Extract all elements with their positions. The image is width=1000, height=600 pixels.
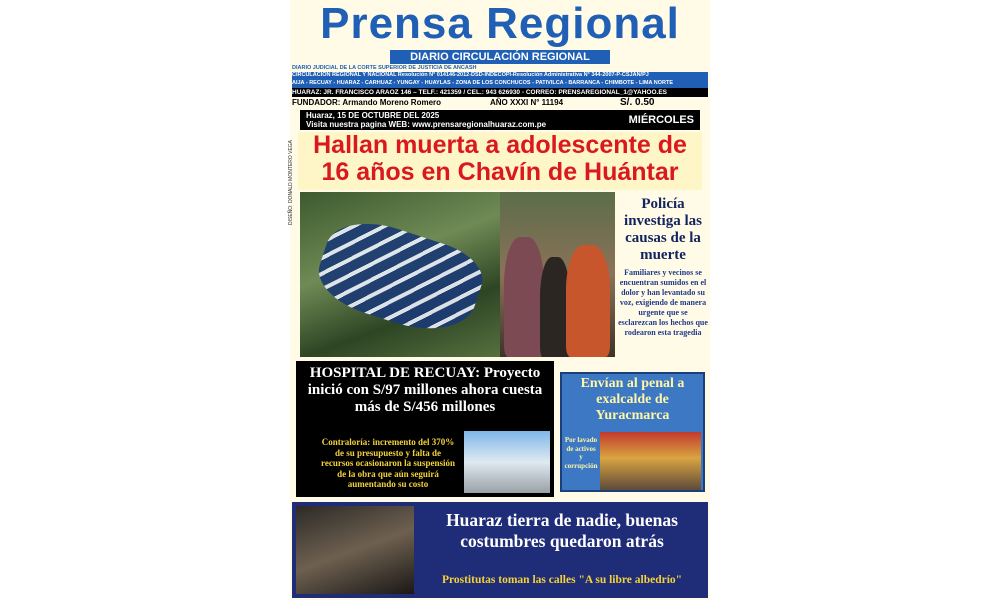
edition-number: AÑO XXXI N° 11194 — [490, 98, 564, 107]
masthead — [290, 0, 710, 50]
person-shape — [566, 245, 610, 357]
weekday: MIÉRCOLES — [628, 114, 694, 126]
penal-summary: Por lavado de activos y corrupción — [564, 436, 598, 470]
circulation-banner: DIARIO CIRCULACIÓN REGIONAL — [390, 50, 610, 64]
penal-headline: Envían al penal a exalcalde de Yuracmarca — [580, 376, 685, 423]
date-bar — [300, 110, 700, 130]
penal-photo — [600, 432, 701, 490]
hospital-story — [296, 361, 554, 497]
hospital-summary: Contraloría: incremento del 370% de su presupuesto y falta de recursos ocasionaron la suspensión de la obra que aún seguirá aumentando su costo — [321, 437, 455, 489]
bottom-subhead: Prostitutas toman las calles "A su libre albedrío" — [441, 574, 683, 586]
bottom-story — [292, 502, 708, 598]
side-headline: Policía investiga las causas de la muerte — [624, 196, 702, 263]
judicial-line: DIARIO JUDICIAL DE LA CORTE SUPERIOR DE JUSTICIA DE ANCASH — [292, 65, 477, 71]
website-line: Visita nuestra pagina WEB: www.prensaregionalhuaraz.com.pe — [306, 120, 547, 129]
person-shape — [504, 237, 544, 357]
founder: FUNDADOR: Armando Moreno Romero — [292, 98, 442, 107]
hospital-headline: HOSPITAL DE RECUAY: Proyecto inició con S/97 millones ahora cuesta más de S/456 millones — [307, 365, 543, 415]
main-headline: Hallan muerta a adolescente de 16 años en Chavín de Huántar — [313, 131, 687, 186]
main-headline-box — [298, 132, 702, 190]
hospital-photo — [464, 431, 550, 493]
address-line: HUARAZ: JR. FRANCISCO ARAOZ 146 – TELF.: 421359 / CEL.: 943 626930 - CORREO: PRENSAREGIONAL_1@YAHOO.ES — [292, 88, 708, 97]
circulation-line: CIRCULACIÓN REGIONAL Y NACIONAL Resolución N° 014146-2012-DSD-INDECOPI-Resolución Administrativa N° 344-2007-P-CSJAN/PJ — [292, 72, 708, 80]
crowd-photo — [500, 192, 615, 357]
side-summary: Familiares y vecinos se encuentran sumidos en el dolor y han levantado su voz, exigiendo de manera urgente que se esclarezcan los hechos que rodearon esta tragedia — [618, 268, 708, 337]
newspaper-title: Prensa Regional — [320, 0, 680, 48]
blanket-shape — [310, 209, 490, 344]
design-credit: DISEÑO: DONALD MONTERO VEGA — [288, 139, 294, 225]
issue-date: Huaraz, 15 DE OCTUBRE DEL 2025 — [306, 111, 440, 120]
info-line — [290, 97, 710, 109]
street-photo — [296, 506, 414, 594]
towns-line: AIJA - RECUAY - HUARAZ - CARHUAZ - YUNGAY - HUAYLAS - ZONA DE LOS CONCHUCOS - PATIVILCA - BARRANCA - CHIMBOTE - LIMA NORTE — [292, 80, 708, 88]
penal-story — [560, 372, 705, 492]
price: S/. 0.50 — [620, 97, 655, 108]
main-photo-scene — [300, 192, 500, 357]
bottom-headline: Huaraz tierra de nadie, buenas costumbres quedaron atrás — [446, 510, 678, 551]
newspaper-front-page — [290, 0, 710, 600]
